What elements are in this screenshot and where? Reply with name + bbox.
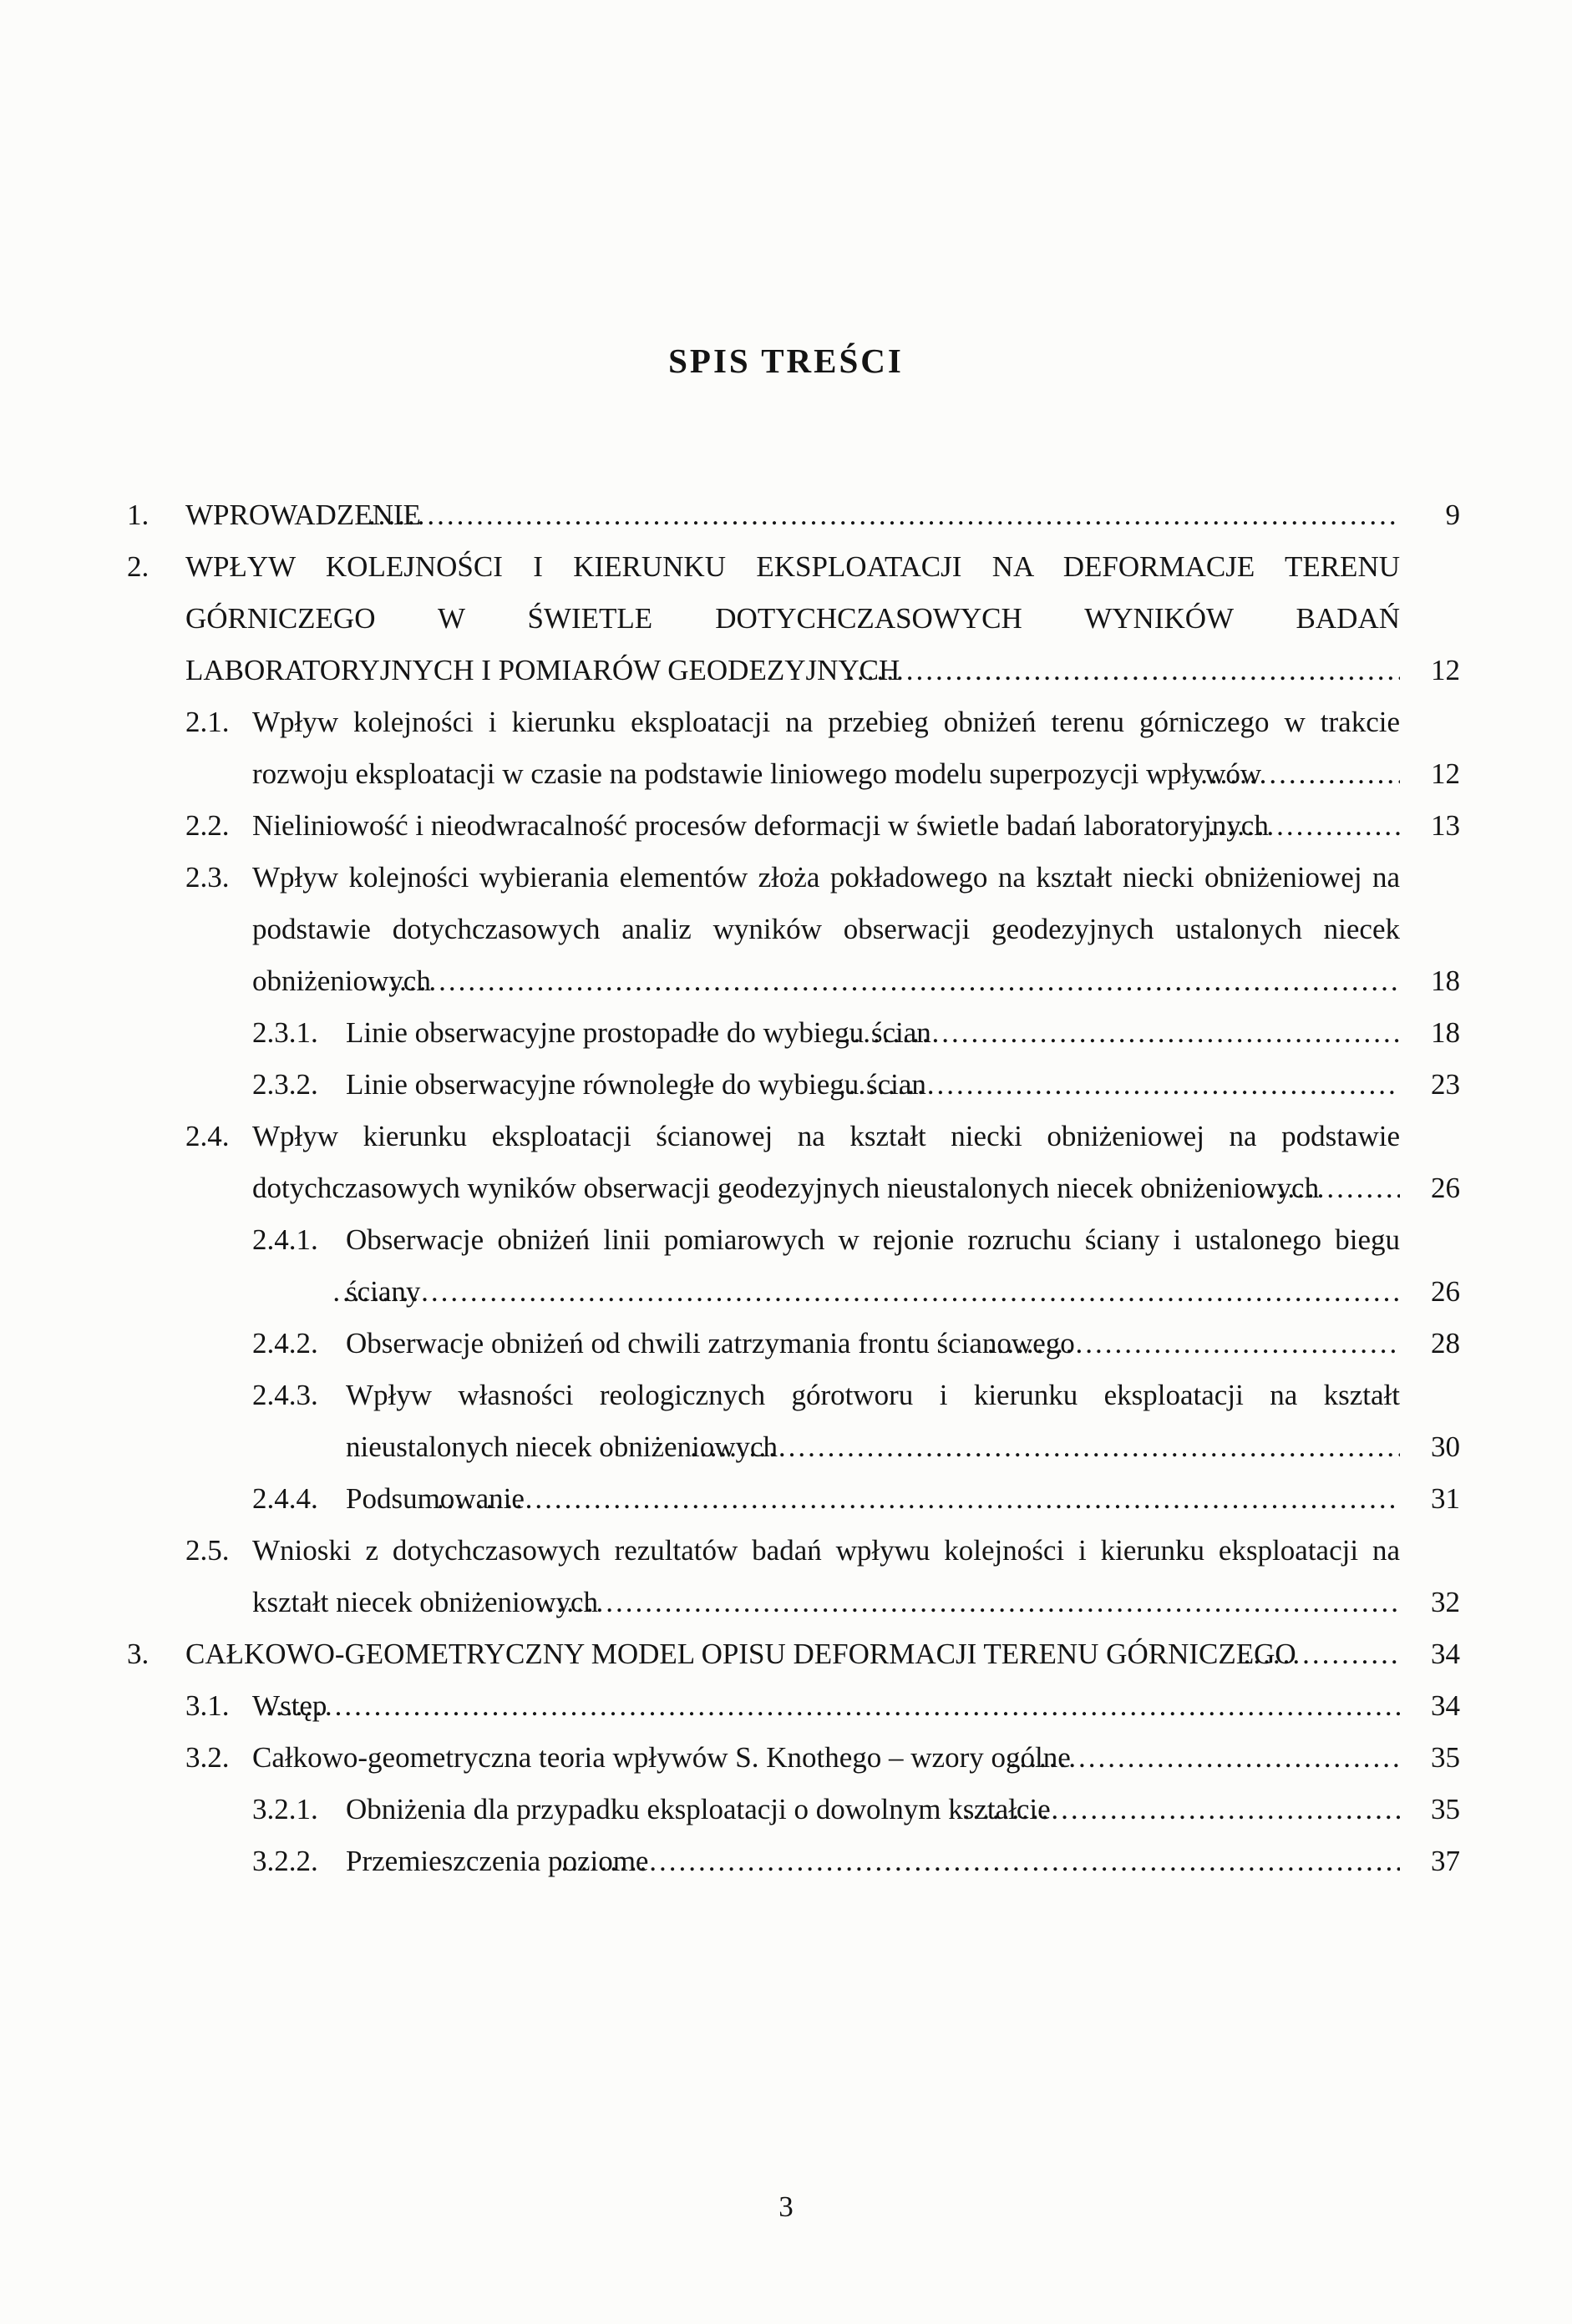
toc-entry-title: WPŁYW KOLEJNOŚCI I KIERUNKU EKSPLOATACJI NA DEFORMACJE TERENU GÓRNICZEGO W ŚWIETLE DOTYCHCZASOWYCH WYNIKÓW BADAŃ LABORATORYJNYCH I POMIARÓW GEODEZYJNYCH <box>185 550 1400 686</box>
toc-entry-number: 2.1. <box>185 706 230 738</box>
toc-entry <box>185 1111 1460 1214</box>
toc-entry-title: WPROWADZENIE <box>185 499 421 531</box>
toc-entry-page-number: 18 <box>1431 1016 1460 1049</box>
toc-entry-text-block <box>185 800 1400 852</box>
dot-leader <box>783 1421 1400 1473</box>
toc-entry <box>252 1214 1460 1318</box>
dot-leader <box>1275 800 1400 852</box>
toc-entry-text-block <box>252 1370 1400 1473</box>
toc-entry <box>127 1628 1460 1680</box>
dot-leader <box>437 955 1400 1007</box>
toc-entry-page-number: 26 <box>1431 1172 1460 1204</box>
toc-entry-title: Wstęp <box>252 1689 327 1722</box>
toc-entry-text-block <box>252 1059 1400 1111</box>
dot-leader <box>1081 1318 1400 1370</box>
toc-entry-text-block <box>185 1111 1400 1214</box>
toc-entry-number: 2.4.1. <box>252 1223 318 1256</box>
toc-entry-title: Wpływ kierunku eksploatacji ścianowej na kształt niecki obniżeniowej na podstawie dotychczasowych wyników obserwacji geodezyjnych nieustalonych niecek obniżeniowych <box>252 1120 1400 1204</box>
toc-entry <box>127 541 1460 696</box>
page-title: SPIS TREŚCI <box>668 342 904 380</box>
toc-entry-text-block <box>252 1835 1400 1887</box>
toc-entry-page-number: 18 <box>1431 965 1460 997</box>
toc-entry-page-number: 23 <box>1431 1068 1460 1101</box>
toc-entry-number: 3. <box>127 1638 150 1670</box>
toc-entry-title: Podsumowanie <box>346 1482 525 1515</box>
toc-entry-text-block <box>185 1732 1400 1784</box>
toc-list <box>127 489 1460 1887</box>
toc-entry-number: 2.3.1. <box>252 1016 318 1049</box>
toc-entry-number: 2.4.3. <box>252 1379 318 1411</box>
toc-entry-number: 2.5. <box>185 1534 230 1567</box>
toc-entry <box>127 489 1460 541</box>
toc-entry-page-number: 35 <box>1431 1741 1460 1774</box>
dot-leader <box>332 1680 1400 1732</box>
toc-entry <box>252 1318 1460 1370</box>
toc-entry-text-block <box>127 489 1400 541</box>
toc-entry-number: 3.2.1. <box>252 1793 318 1825</box>
toc-entry-page-number: 30 <box>1431 1430 1460 1463</box>
toc-entry-page-number: 12 <box>1431 654 1460 686</box>
dot-leader <box>426 1266 1400 1318</box>
toc-entry-number: 3.2. <box>185 1741 230 1774</box>
toc-entry-page-number: 31 <box>1431 1482 1460 1515</box>
dot-leader <box>1267 748 1400 800</box>
toc-entry <box>252 1007 1460 1059</box>
toc-entry-number: 2.4.2. <box>252 1327 318 1359</box>
toc-entry-title: CAŁKOWO-GEOMETRYCZNY MODEL OPISU DEFORMACJI TERENU GÓRNICZEGO <box>185 1638 1296 1670</box>
toc-entry-text-block <box>127 541 1400 696</box>
toc-entry-page-number: 9 <box>1445 499 1460 531</box>
toc-entry-text-block <box>185 696 1400 800</box>
toc-entry-text-block <box>127 1628 1400 1680</box>
dot-leader <box>530 1473 1400 1525</box>
toc-entry-title: Obserwacje obniżeń od chwili zatrzymania frontu ścianowego <box>346 1327 1075 1359</box>
dot-leader <box>1325 1162 1400 1214</box>
toc-entry-number: 2.4.4. <box>252 1482 318 1515</box>
toc-entry <box>252 1473 1460 1525</box>
toc-entry-text-block <box>185 1680 1400 1732</box>
toc-entry-number: 2.2. <box>185 809 230 842</box>
dot-leader <box>427 489 1400 541</box>
dot-leader <box>604 1577 1400 1628</box>
toc-entry-text-block <box>252 1473 1400 1525</box>
toc-entry-text-block <box>252 1318 1400 1370</box>
toc-entry-title: Wnioski z dotychczasowych rezultatów badań wpływu kolejności i kierunku eksploatacji na kształt niecek obniżeniowych <box>252 1534 1400 1618</box>
toc-entry-page-number: 34 <box>1431 1638 1460 1670</box>
toc-entry-title: Wpływ kolejności i kierunku eksploatacji na przebieg obniżeń terenu górniczego w trakcie rozwoju eksploatacji w czasie na podstawie liniowego modelu superpozycji wpływów <box>252 706 1400 790</box>
dot-leader <box>654 1835 1400 1887</box>
toc-entry <box>252 1835 1460 1887</box>
toc-entry-title: Całkowo-geometryczna teoria wpływów S. Knothego – wzory ogólne <box>252 1741 1071 1774</box>
toc-entry-page-number: 35 <box>1431 1793 1460 1825</box>
toc-entry-number: 3.2.2. <box>252 1845 318 1877</box>
toc-entry-number: 2.3.2. <box>252 1068 318 1101</box>
toc-entry <box>185 1525 1460 1628</box>
toc-entry-page-number: 12 <box>1431 757 1460 790</box>
dot-leader <box>1057 1784 1400 1835</box>
toc-entry-text-block <box>185 852 1400 1007</box>
toc-entry-page-number: 32 <box>1431 1586 1460 1618</box>
toc-entry-title: Obserwacje obniżeń linii pomiarowych w rejonie rozruchu ściany i ustalonego biegu ściany <box>346 1223 1400 1308</box>
toc-entry-text-block <box>252 1214 1400 1318</box>
dot-leader <box>932 1059 1400 1111</box>
toc-entry <box>185 1732 1460 1784</box>
footer-page-number: 3 <box>778 2190 794 2223</box>
toc-entry-number: 1. <box>127 499 150 531</box>
toc-entry-title: Wpływ kolejności wybierania elementów złoża pokładowego na kształt niecki obniżeniowej na podstawie dotychczasowych analiz wyników obserwacji geodezyjnych ustalonych niecek obniżeniowych <box>252 861 1400 997</box>
dot-leader <box>905 645 1400 696</box>
toc-entry-title: Obniżenia dla przypadku eksploatacji o dowolnym kształcie <box>346 1793 1051 1825</box>
toc-entry <box>252 1059 1460 1111</box>
toc-entry-page-number: 28 <box>1431 1327 1460 1359</box>
toc-entry-number: 3.1. <box>185 1689 230 1722</box>
toc-entry-title: Linie obserwacyjne prostopadłe do wybiegu ścian <box>346 1016 931 1049</box>
toc-entry <box>185 852 1460 1007</box>
dot-leader <box>1077 1732 1400 1784</box>
toc-entry <box>185 696 1460 800</box>
toc-entry-text-block <box>252 1007 1400 1059</box>
toc-entry-page-number: 37 <box>1431 1845 1460 1877</box>
toc-entry-title: Nieliniowość i nieodwracalność procesów deformacji w świetle badań laboratoryjnych <box>252 809 1269 842</box>
toc-entry-text-block <box>185 1525 1400 1628</box>
toc-entry-page-number: 13 <box>1431 809 1460 842</box>
toc-entry-number: 2.3. <box>185 861 230 894</box>
dot-leader <box>1302 1628 1400 1680</box>
toc-entry <box>185 800 1460 852</box>
toc-entry-title: Linie obserwacyjne równoległe do wybiegu ścian <box>346 1068 926 1101</box>
toc-entry-title: Wpływ własności reologicznych górotworu i kierunku eksploatacji na kształt nieustalonych niecek obniżeniowych <box>346 1379 1400 1463</box>
toc-entry-title: Przemieszczenia poziome <box>346 1845 649 1877</box>
toc-entry-page-number: 34 <box>1431 1689 1460 1722</box>
toc-entry-number: 2.4. <box>185 1120 230 1152</box>
toc-entry-text-block <box>252 1784 1400 1835</box>
toc-entry <box>252 1370 1460 1473</box>
toc-entry-page-number: 26 <box>1431 1275 1460 1308</box>
toc-entry <box>185 1680 1460 1732</box>
toc-entry <box>252 1784 1460 1835</box>
dot-leader <box>937 1007 1400 1059</box>
toc-entry-number: 2. <box>127 550 150 583</box>
